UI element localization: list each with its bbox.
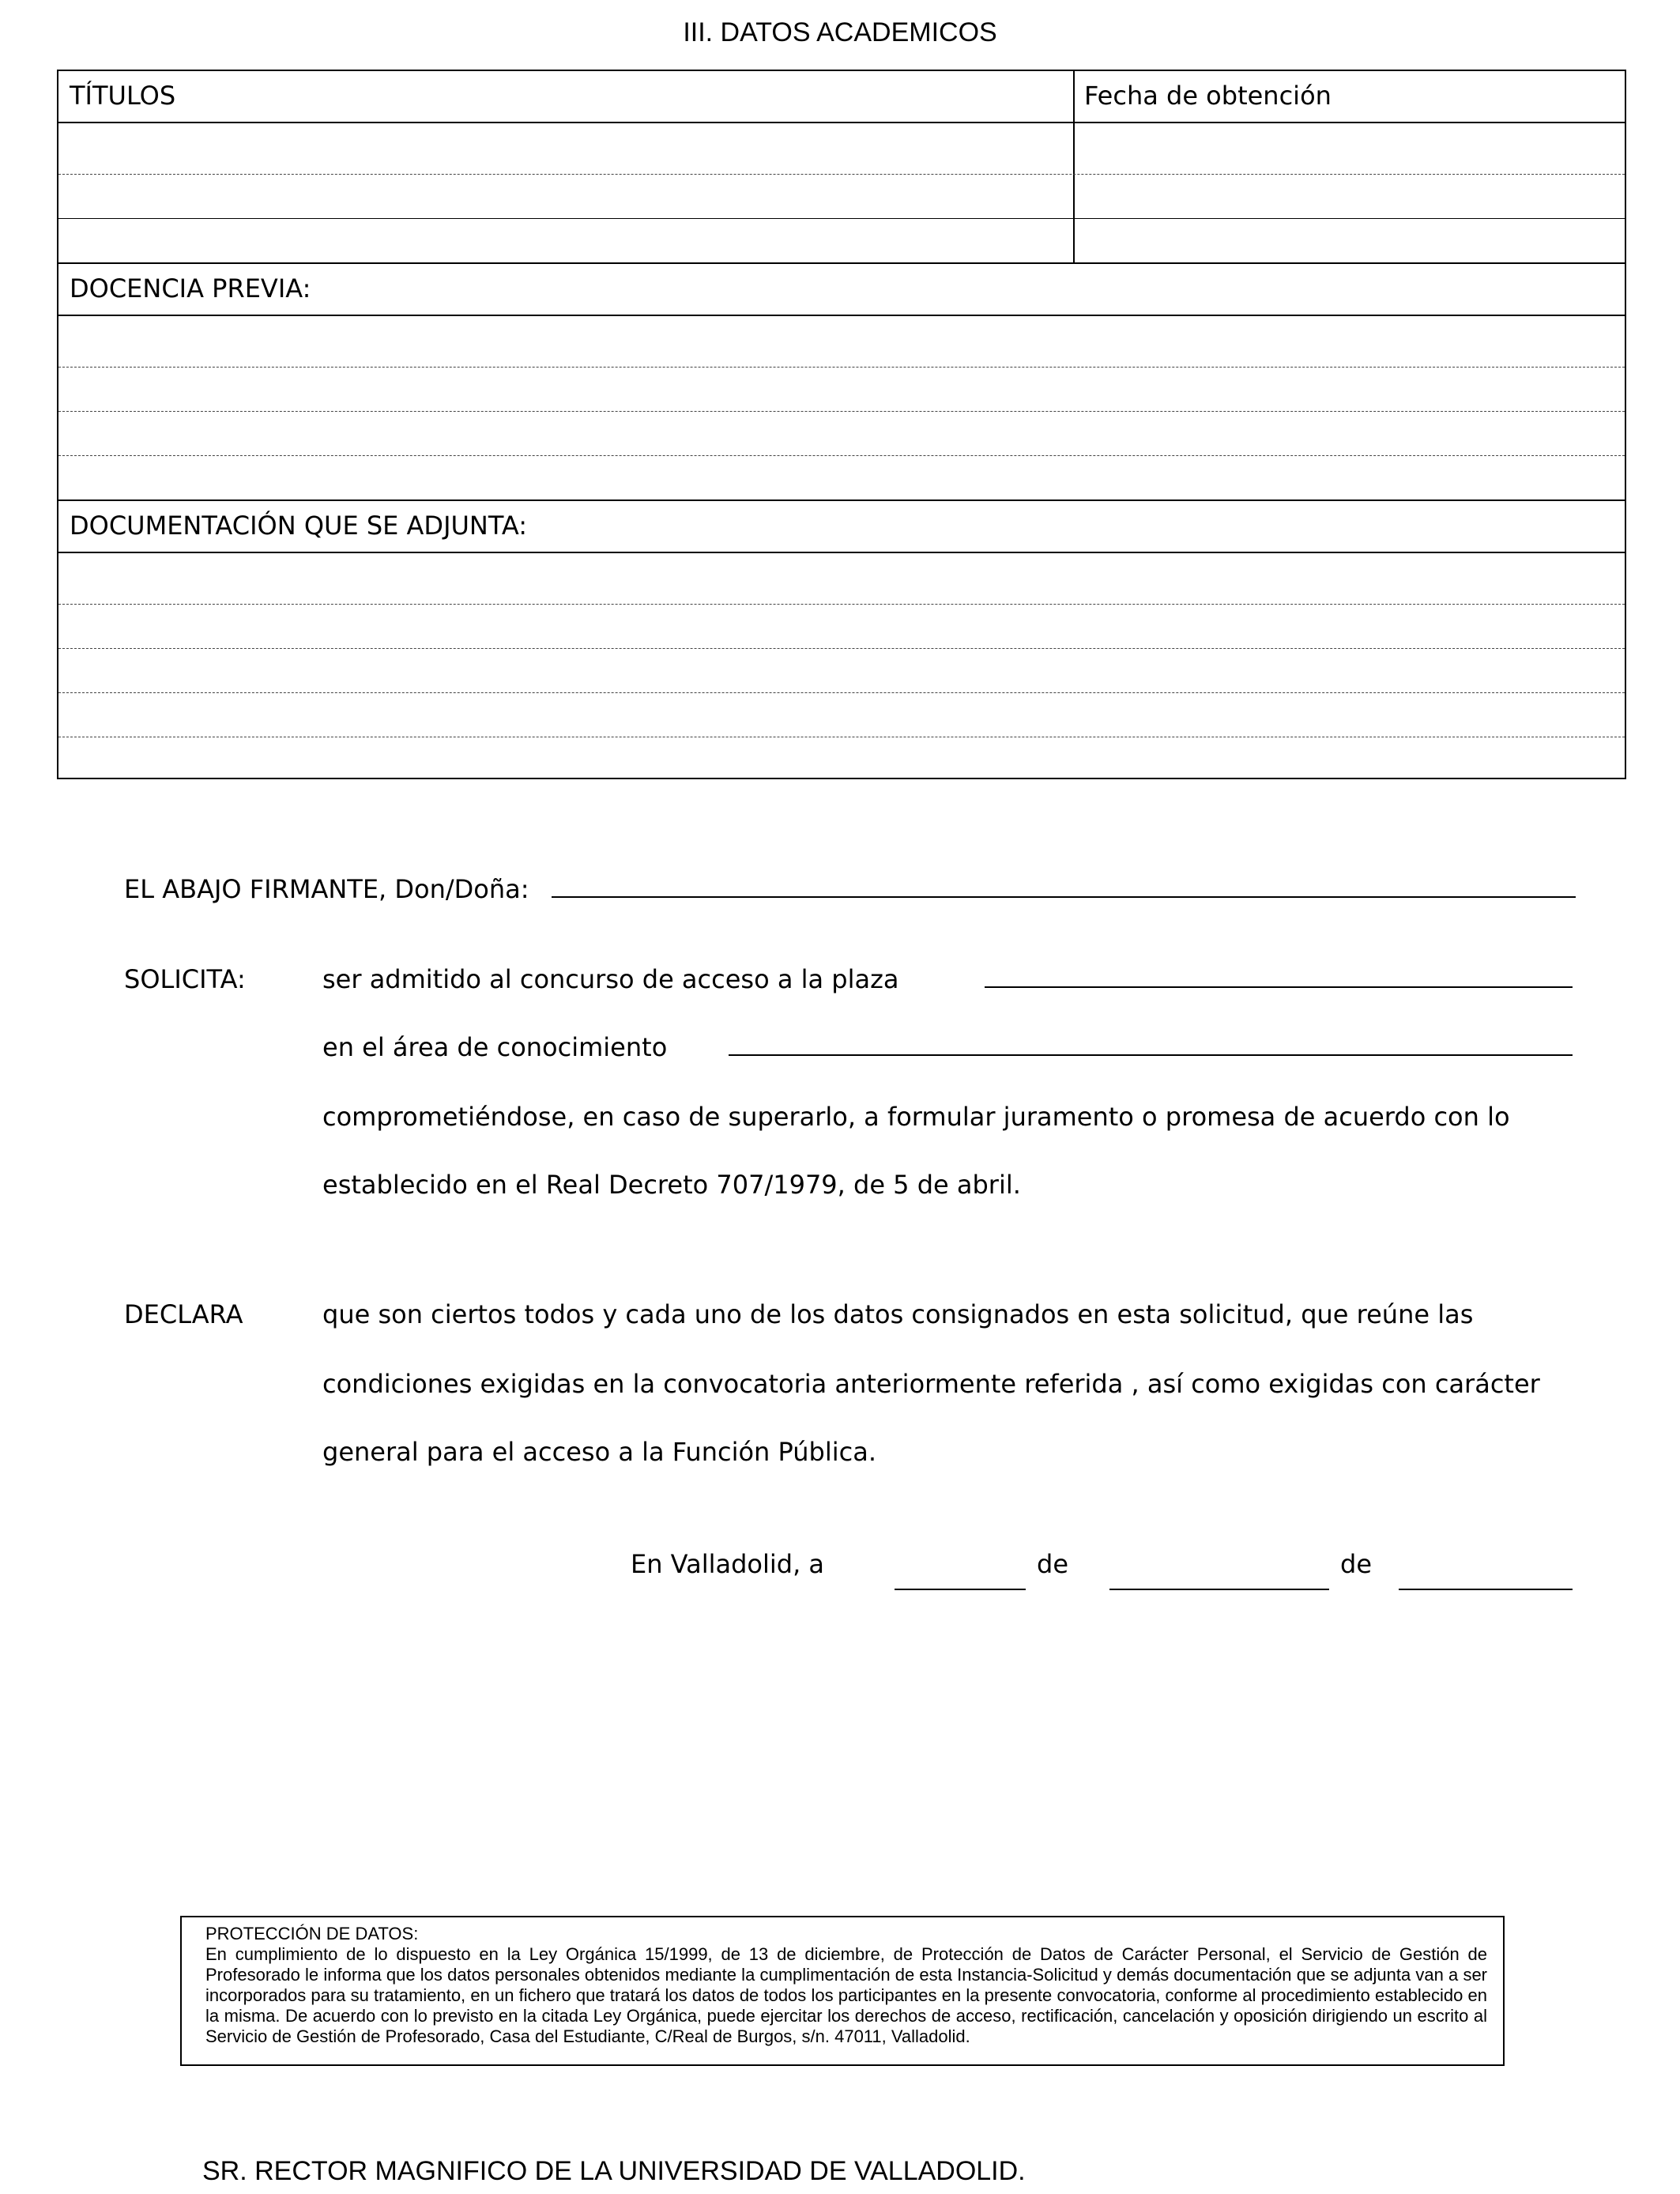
solicita-line-1: ser admitido al concurso de acceso a la plaza <box>322 964 899 994</box>
declara-label: DECLARA <box>124 1299 243 1329</box>
documentacion-header: DOCUMENTACIÓN QUE SE ADJUNTA: <box>70 511 528 541</box>
titulos-row-1[interactable] <box>58 174 1625 175</box>
firmante-label: EL ABAJO FIRMANTE, Don/Doña: <box>124 874 529 904</box>
documentacion-row-3[interactable] <box>58 692 1625 693</box>
solicita-line-3: comprometiéndose, en caso de superarlo, a formular juramento o promesa de acuerdo con lo <box>322 1102 1510 1132</box>
column-divider <box>1073 71 1075 264</box>
docencia-row-3[interactable] <box>58 455 1625 456</box>
row-divider <box>58 122 1625 123</box>
row-divider <box>58 552 1625 553</box>
data-protection-text: En cumplimiento de lo dispuesto en la Ley Orgánica 15/1999, de 13 de diciembre, de Protección de Datos de Carácter Personal, el Servicio de Gestión de Profesorado le informa que los datos personales obtenidos mediante la cumplimentación de esta Instancia-Solicitud y demás documentación que se adjunta van a ser incorporados para su tratamiento, en un fichero que tratará los datos de todos los participantes en la presente convocatoria, conforme al procedimiento establecido en la misma. De acuerdo con lo previsto en la citada Ley Orgánica, puede ejercitar los derechos de acceso, rectificación, cancelación y oposición dirigiendo un escrito al Servicio de Gestión de Profesorado, Casa del Estudiante, C/Real de Burgos, s/n. 47011, Valladolid. <box>205 1944 1487 2046</box>
date-place: En Valladolid, a <box>631 1549 825 1579</box>
data-protection-title: PROTECCIÓN DE DATOS: <box>205 1924 419 1943</box>
titulos-header: TÍTULOS <box>70 81 176 111</box>
academic-data-table <box>57 70 1626 779</box>
titulos-row-2[interactable] <box>58 218 1073 219</box>
declara-line-2: condiciones exigidas en la convocatoria anteriormente referida , así como exigidas con carácter <box>322 1369 1540 1399</box>
documentacion-row-2[interactable] <box>58 648 1625 649</box>
day-field[interactable] <box>895 1589 1026 1590</box>
solicita-line-2: en el área de conocimiento <box>322 1032 668 1062</box>
solicita-line-4: establecido en el Real Decreto 707/1979, de 5 de abril. <box>322 1170 1021 1200</box>
solicita-label: SOLICITA: <box>124 964 246 994</box>
fecha-header: Fecha de obtención <box>1084 81 1332 111</box>
docencia-header: DOCENCIA PREVIA: <box>70 273 311 303</box>
data-protection-box <box>180 1916 1505 2066</box>
plaza-field[interactable] <box>985 986 1573 988</box>
docencia-row-2[interactable] <box>58 411 1625 412</box>
addressee: SR. RECTOR MAGNIFICO DE LA UNIVERSIDAD DE VALLADOLID. <box>202 2156 1026 2186</box>
declara-line-3: general para el acceso a la Función Pública. <box>322 1437 876 1467</box>
date-de-2: de <box>1340 1549 1372 1579</box>
row-divider <box>58 262 1625 264</box>
area-conocimiento-field[interactable] <box>729 1054 1573 1056</box>
declara-line-1: que son ciertos todos y cada uno de los datos consignados en esta solicitud, que reúne las <box>322 1299 1474 1329</box>
month-field[interactable] <box>1109 1589 1329 1590</box>
documentacion-row-1[interactable] <box>58 604 1625 605</box>
firmante-name-field[interactable] <box>552 896 1576 898</box>
docencia-row-1[interactable] <box>58 367 1625 368</box>
date-de-1: de <box>1037 1549 1068 1579</box>
section-title: III. DATOS ACADEMICOS <box>683 17 997 47</box>
row-divider <box>58 499 1625 501</box>
row-divider <box>58 315 1625 316</box>
year-field[interactable] <box>1399 1589 1573 1590</box>
fecha-row-2[interactable] <box>1073 218 1626 219</box>
